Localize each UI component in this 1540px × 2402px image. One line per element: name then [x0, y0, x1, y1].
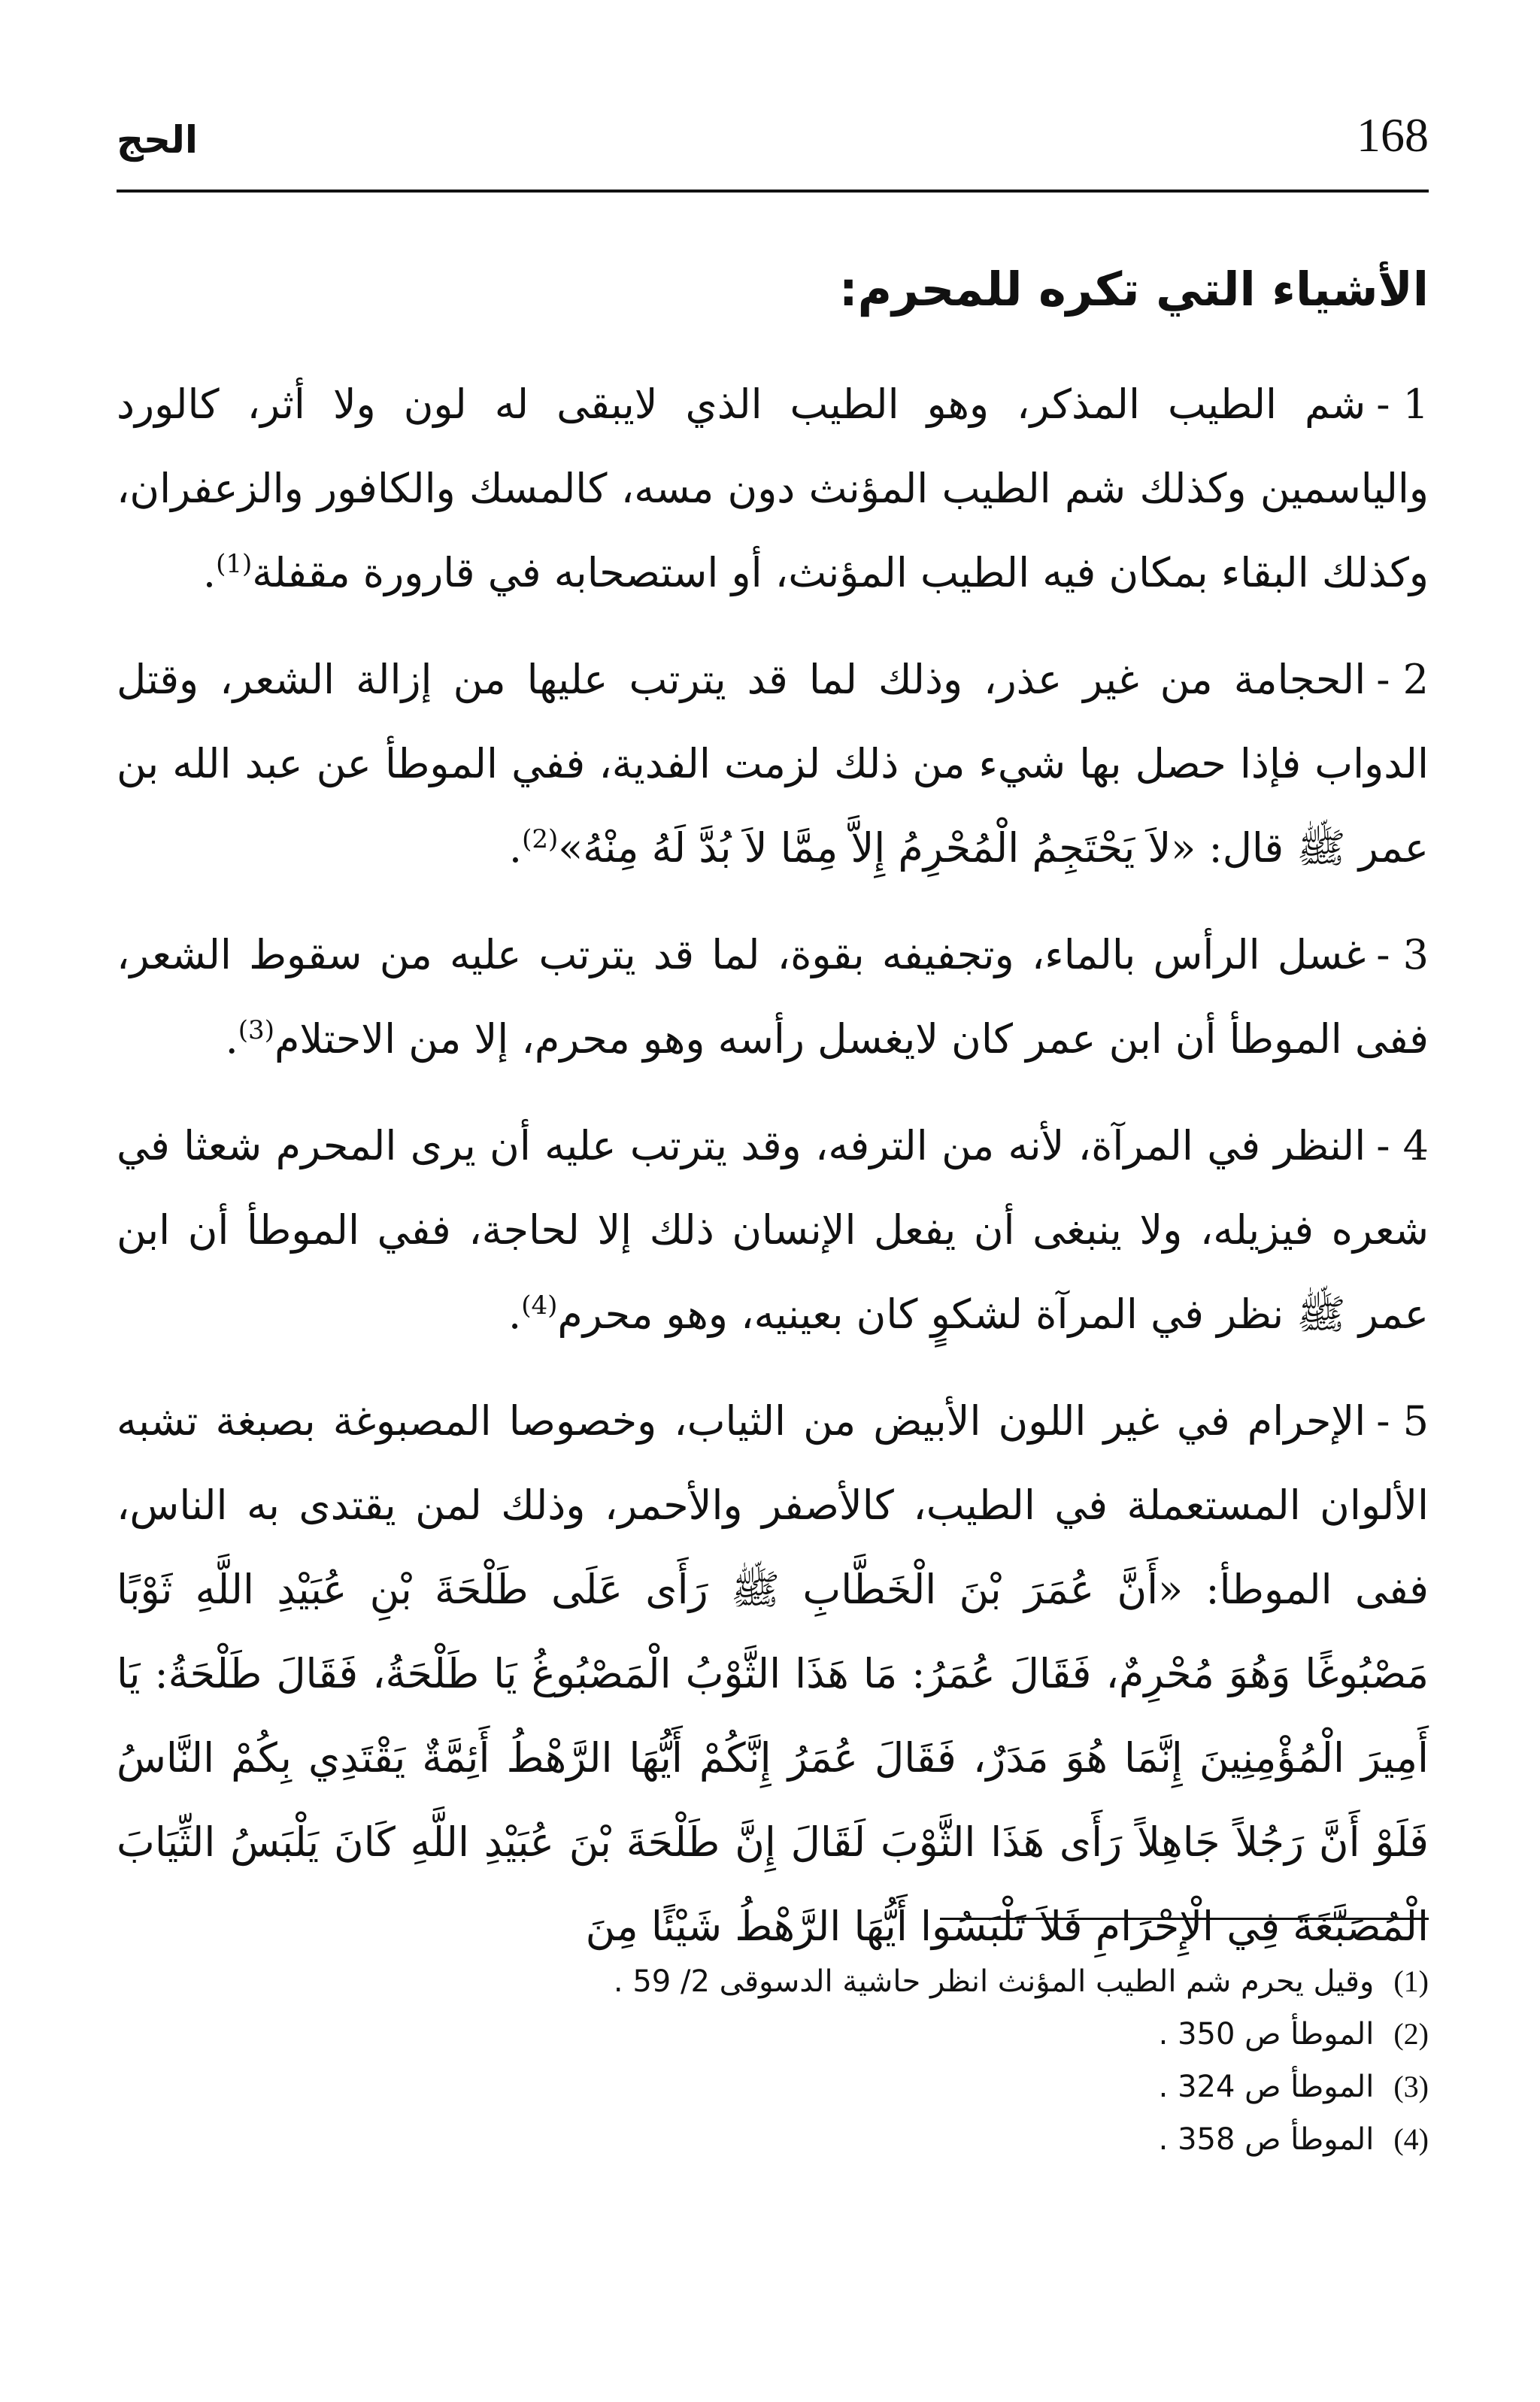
- footnote-item: [117, 2061, 1429, 2113]
- footnote-number: (4): [1393, 2122, 1429, 2156]
- footnote-ref[interactable]: (1): [216, 549, 253, 579]
- item-text: النظر في المرآة، لأنه من الترفه، وقد يترتب عليه أن يرى المحرم شعثا في شعره فيزيله، ولا ينبغى أن يفعل الإنسان ذلك إلا لحاجة، ففي الموطأ أن ابن عمر ﷺ نظر في المرآة لشكوٍ كان بعينيه، وهو محرم: [117, 1122, 1429, 1338]
- footnote-item: [117, 2008, 1429, 2061]
- item-text: الإحرام في غير اللون الأبيض من الثياب، وخصوصا المصبوغة بصبغة تشبه الألوان المستعملة في الطيب، كالأصفر والأحمر، وذلك لمن يقتدى به الناس، ففى الموطأ: «أَنَّ عُمَرَ بْنَ الْخَطَّابِ ﷺ رَأَى عَلَى طَلْحَةَ بْنِ عُبَيْدِ اللَّهِ ثَوْبًا مَصْبُوغًا وَهُوَ مُحْرِمٌ، فَقَالَ عُمَرُ: مَا هَذَا الثَّوْبُ الْمَصْبُوغُ يَا طَلْحَةُ، فَقَالَ طَلْحَةُ: يَا أَمِيرَ الْمُؤْمِنِينَ إِنَّمَا هُوَ مَدَرٌ، فَقَالَ عُمَرُ إِنَّكُمْ أَيُّهَا الرَّهْطُ أَئِمَّةٌ يَقْتَدِي بِكُمْ النَّاسُ فَلَوْ أَنَّ رَجُلاً جَاهِلاً رَأَى هَذَا الثَّوْبَ لَقَالَ إِنَّ طَلْحَةَ بْنَ عُبَيْدِ اللَّهِ كَانَ يَلْبَسُ الثِّيَابَ الْمُصَبَّغَةَ فِي الْإِحْرَامِ فَلاَ تَلْبَسُوا أَيُّهَا الرَّهْطُ شَيْئًا مِنَ: [117, 1397, 1429, 1950]
- item-tail: .: [225, 1015, 238, 1063]
- list-item: [117, 638, 1429, 890]
- item-text: شم الطيب المذكر، وهو الطيب الذي لايبقى له لون ولا أثر، كالورد والياسمين وكذلك شم الطيب المؤنث دون مسه، كالمسك والكافور والزعفران، وكذلك البقاء بمكان فيه الطيب المؤنث، أو استصحابه في قارورة مقفلة: [117, 381, 1429, 596]
- footnote-text: وقيل يحرم شم الطيب المؤنث انظر حاشية الدسوقى 2/ 59 .: [613, 1964, 1375, 1999]
- main-content: [117, 248, 1429, 1991]
- footnote-number: (2): [1393, 2017, 1429, 2051]
- footnote-number: (1): [1393, 1964, 1429, 1998]
- footnotes: [117, 1955, 1429, 2166]
- footnote-divider: [940, 1918, 1429, 1920]
- item-number: 1 -: [1376, 381, 1429, 428]
- list-item: [117, 913, 1429, 1081]
- item-text: غسل الرأس بالماء، وتجفيفه بقوة، لما قد يترتب عليه من سقوط الشعر، ففى الموطأ أن ابن عمر كان لايغسل رأسه وهو محرم، إلا من الاحتلام: [117, 931, 1429, 1063]
- footnote-text: الموطأ ص 324 .: [1158, 2070, 1375, 2104]
- item-number: 4 -: [1376, 1122, 1429, 1169]
- running-title: الحج: [117, 118, 198, 162]
- footnote-number: (3): [1393, 2070, 1429, 2103]
- item-tail: .: [508, 1290, 522, 1338]
- item-number: 5 -: [1376, 1397, 1429, 1445]
- header-divider: [117, 190, 1429, 193]
- item-number: 3 -: [1376, 931, 1429, 978]
- section-heading: الأشياء التي تكره للمحرم:: [838, 262, 1429, 317]
- list-item: [117, 1379, 1429, 1969]
- page-header: [117, 102, 1429, 192]
- item-tail: .: [508, 824, 523, 872]
- footnote-text: الموطأ ص 358 .: [1158, 2122, 1375, 2157]
- footnote-text: الموطأ ص 350 .: [1158, 2017, 1375, 2052]
- footnote-ref[interactable]: (4): [521, 1290, 558, 1321]
- footnote-item: [117, 1955, 1429, 2008]
- list-item: [117, 1104, 1429, 1357]
- footnote-ref[interactable]: (3): [238, 1015, 274, 1045]
- item-tail: .: [202, 549, 217, 596]
- footnote-item: [117, 2113, 1429, 2166]
- item-number: 2 -: [1376, 656, 1429, 703]
- footnote-ref[interactable]: (2): [522, 824, 559, 854]
- item-text: الحجامة من غير عذر، وذلك لما قد يترتب عليها من إزالة الشعر، وقتل الدواب فإذا حصل بها شيء من ذلك لزمت الفدية، ففي الموطأ عن عبد الله بن عمر ﷺ قال: «لاَ يَحْتَجِمُ الْمُحْرِمُ إِلاَّ مِمَّا لاَ بُدَّ لَهُ مِنْهُ»: [117, 656, 1429, 872]
- page-number: 168: [1357, 108, 1429, 162]
- list-item: [117, 362, 1429, 615]
